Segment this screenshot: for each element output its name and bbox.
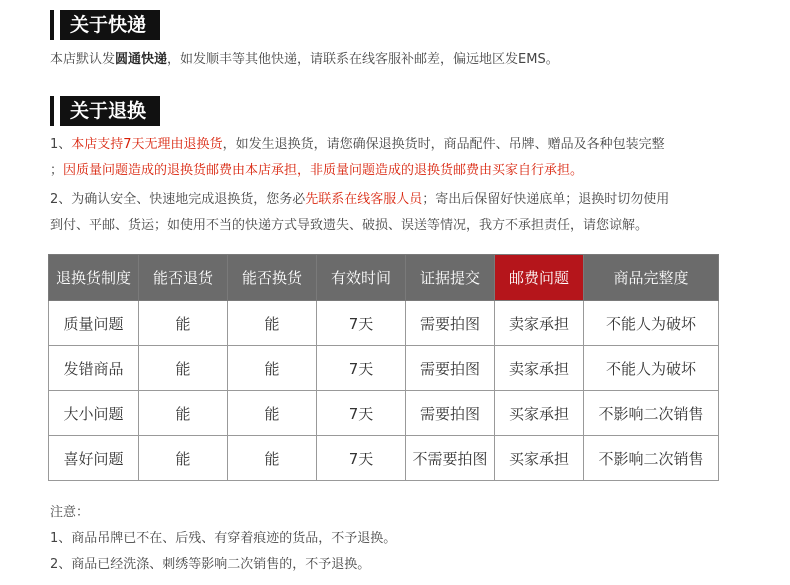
table-cell: 能 — [139, 436, 228, 481]
notes-block — [50, 500, 396, 578]
returns-paragraph-2-line-2: 到付、平邮、货运；如使用不当的快递方式导致遗失、破损、误送等情况，我方不承担责任，请您谅解。 — [50, 218, 649, 233]
table-cell: 能 — [139, 301, 228, 346]
returns-paragraph-2-line-1: 2、为确认安全、快速地完成退换货，您务必先联系在线客服人员；寄出后保留好快递底单；退换时切勿使用 — [50, 192, 670, 207]
express-section-title: 关于快递 — [60, 10, 160, 40]
table-cell: 7天 — [317, 391, 406, 436]
table-cell: 7天 — [317, 436, 406, 481]
table-cell: 买家承担 — [495, 391, 584, 436]
return-policy-table — [48, 254, 719, 481]
table-cell: 大小问题 — [49, 391, 139, 436]
table-cell: 喜好问题 — [49, 436, 139, 481]
shipping-fee-policy: 因质量问题造成的退换货邮费由本店承担，非质量问题造成的退换货邮费由买家自行承担。 — [63, 163, 584, 178]
table-cell: 质量问题 — [49, 301, 139, 346]
contact-service-notice: 先联系在线客服人员 — [305, 192, 423, 207]
note-item: 1、商品吊牌已不在、后残、有穿着痕迹的货品，不予退换。 — [50, 531, 397, 546]
header-accent-bar — [50, 96, 54, 126]
table-cell: 不能人为破坏 — [584, 346, 719, 391]
header-shipping-fee: 邮费问题 — [495, 255, 584, 301]
table-cell: 发错商品 — [49, 346, 139, 391]
table-row — [49, 391, 719, 436]
header-valid-period: 有效时间 — [317, 255, 406, 301]
header-completeness: 商品完整度 — [584, 255, 719, 301]
table-cell: 能 — [228, 436, 317, 481]
table-cell: 7天 — [317, 301, 406, 346]
table-cell: 卖家承担 — [495, 301, 584, 346]
table-cell: 不需要拍图 — [406, 436, 495, 481]
table-cell: 能 — [228, 301, 317, 346]
table-cell: 需要拍图 — [406, 301, 495, 346]
returns-section-header — [50, 96, 160, 126]
table-row — [49, 346, 719, 391]
table-header-row — [49, 255, 719, 301]
table-cell: 不影响二次销售 — [584, 391, 719, 436]
express-section-header — [50, 10, 160, 40]
header-policy: 退换货制度 — [49, 255, 139, 301]
table-cell: 需要拍图 — [406, 391, 495, 436]
table-cell: 能 — [139, 391, 228, 436]
note-item: 2、商品已经洗涤、刺绣等影响二次销售的，不予退换。 — [50, 557, 371, 572]
header-accent-bar — [50, 10, 54, 40]
table-cell: 能 — [139, 346, 228, 391]
header-can-exchange: 能否换货 — [228, 255, 317, 301]
table-cell: 能 — [228, 391, 317, 436]
table-cell: 买家承担 — [495, 436, 584, 481]
header-can-return: 能否退货 — [139, 255, 228, 301]
table-cell: 能 — [228, 346, 317, 391]
header-evidence: 证据提交 — [406, 255, 495, 301]
returns-paragraph-1-line-1: 1、本店支持7天无理由退换货，如发生退换货，请您确保退换货时，商品配件、吊牌、赠品及各种包装完整 — [50, 137, 665, 152]
table-cell: 不影响二次销售 — [584, 436, 719, 481]
courier-name: 圆通快递 — [115, 52, 168, 67]
table-cell: 卖家承担 — [495, 346, 584, 391]
table-cell: 不能人为破坏 — [584, 301, 719, 346]
table-row — [49, 301, 719, 346]
table-cell: 需要拍图 — [406, 346, 495, 391]
table-cell: 7天 — [317, 346, 406, 391]
seven-day-policy: 本店支持7天无理由退换货 — [71, 137, 223, 152]
returns-paragraph-1-line-2: ；因质量问题造成的退换货邮费由本店承担，非质量问题造成的退换货邮费由买家自行承担。 — [50, 163, 584, 178]
notes-title: 注意： — [50, 505, 90, 520]
returns-section-title: 关于退换 — [60, 96, 160, 126]
express-info-text: 本店默认发圆通快递，如发顺丰等其他快递，请联系在线客服补邮差，偏远地区发EMS。 — [50, 52, 559, 67]
table-row — [49, 436, 719, 481]
